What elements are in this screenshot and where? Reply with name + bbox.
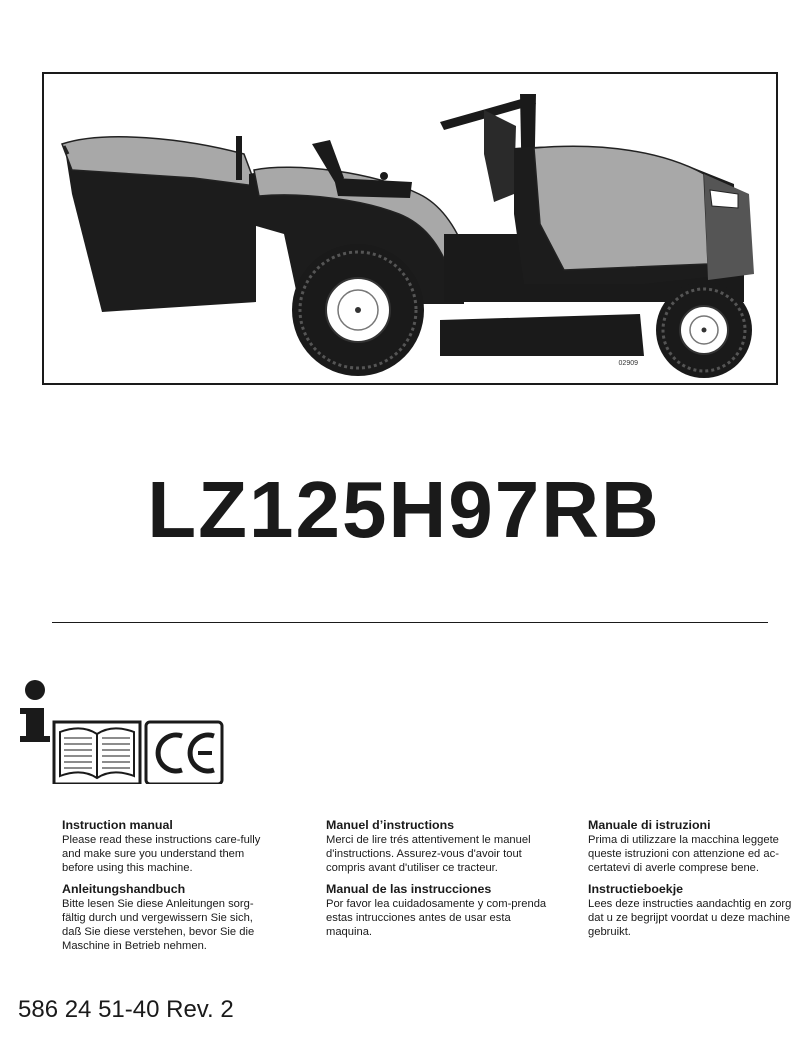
document-number: 586 24 51-40 Rev. 2	[18, 996, 234, 1023]
lawn-tractor-illustration	[44, 74, 776, 383]
read-manual-icon	[54, 722, 140, 784]
figure-code: 02909	[618, 360, 638, 367]
ce-mark-icon	[146, 722, 222, 784]
divider	[52, 622, 768, 623]
tractor-illustration-frame	[42, 72, 778, 385]
section-text-de: Bitte lesen Sie diese Anleitungen sorg-fältig durch und vergewissern Sie sich, daß Sie diese verstehen, bevor Sie die Maschine in Betrieb nehmen.	[62, 898, 255, 952]
section-text-en: Please read these instructions care-fully and make sure you understand them before using this machine.	[62, 834, 261, 874]
language-column-2	[326, 818, 556, 946]
section-title-de: Anleitungshandbuch	[62, 882, 186, 896]
language-column-3	[588, 818, 803, 946]
info-icon	[20, 680, 50, 742]
section-text-it: Prima di utilizzare la macchina leggete queste istruzioni con attenzione ed ac-certatevi di averle comprese bene.	[588, 834, 779, 874]
section-text-nl: Lees deze instructies aandachtig en zorg dat u ze begrijpt voordat u deze machine gebruikt.	[588, 898, 792, 938]
section-title-es: Manual de las instrucciones	[326, 882, 492, 896]
section-text-es: Por favor lea cuidadosamente y com-prenda estas intrucciones antes de usar esta maquina.	[326, 898, 547, 938]
section-title-fr: Manuel d’instructions	[326, 818, 455, 832]
model-title: LZ125H97RB	[147, 465, 661, 554]
section-title-en: Instruction manual	[62, 818, 173, 832]
symbol-icons	[18, 680, 228, 789]
section-title-it: Manuale di istruzioni	[588, 818, 711, 832]
section-title-nl: Instructieboekje	[588, 882, 684, 896]
section-text-fr: Merci de lire trés attentivement le manuel d'instructions. Assurez-vous d'avoir tout compris avant d'utiliser ce tracteur.	[326, 834, 531, 874]
language-column-1	[62, 818, 272, 960]
